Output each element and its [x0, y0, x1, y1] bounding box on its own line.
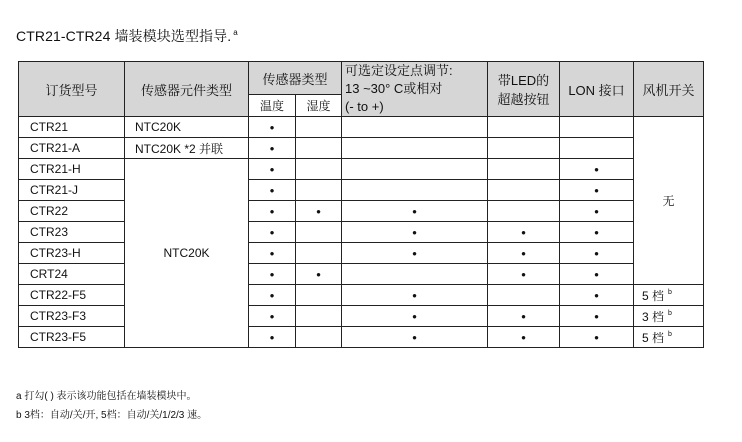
table-row: [19, 264, 704, 285]
lon-cell: •: [560, 201, 634, 222]
header-element-type: 传感器元件类型: [125, 62, 249, 117]
table-row: [19, 117, 704, 138]
header-humidity: 湿度: [296, 95, 342, 117]
header-order-code: 订货型号: [19, 62, 125, 117]
temp-cell: •: [249, 138, 296, 159]
order-code-cell: CTR23-H: [19, 243, 125, 264]
temp-cell: •: [249, 117, 296, 138]
title-footnote-mark: a: [233, 28, 238, 37]
lon-cell: •: [560, 180, 634, 201]
led-cell: •: [488, 222, 560, 243]
humidity-cell: [296, 243, 342, 264]
humidity-cell: [296, 180, 342, 201]
setpoint-cell: •: [342, 306, 488, 327]
table-row: [19, 180, 704, 201]
order-code-cell: CTR21-A: [19, 138, 125, 159]
humidity-cell: [296, 306, 342, 327]
table-row: [19, 306, 704, 327]
temp-cell: •: [249, 243, 296, 264]
led-cell: [488, 201, 560, 222]
lon-cell: •: [560, 243, 634, 264]
order-code-cell: CTR23-F5: [19, 327, 125, 348]
humidity-cell: [296, 117, 342, 138]
table-row: [19, 159, 704, 180]
table-row: [19, 201, 704, 222]
footnote-b: b 3档：自动/关/开, 5档：自动/关/1/2/3 速。: [16, 410, 208, 421]
lon-cell: [560, 138, 634, 159]
lon-cell: [560, 117, 634, 138]
table-row: [19, 243, 704, 264]
order-code-cell: CTR22-F5: [19, 285, 125, 306]
temp-cell: •: [249, 306, 296, 327]
led-cell: [488, 285, 560, 306]
fan-switch-none-cell: 无: [634, 117, 704, 285]
humidity-cell: [296, 159, 342, 180]
lon-cell: •: [560, 222, 634, 243]
order-code-cell: CTR21-J: [19, 180, 125, 201]
led-cell: [488, 138, 560, 159]
header-fan-switch: 风机开关: [634, 62, 704, 117]
temp-cell: •: [249, 180, 296, 201]
fan-switch-cell: 5 档 $^b$: [634, 327, 704, 348]
led-cell: •: [488, 264, 560, 285]
table-row: [19, 138, 704, 159]
setpoint-cell: [342, 264, 488, 285]
lon-cell: •: [560, 264, 634, 285]
element-type-cell: NTC20K: [125, 117, 249, 138]
humidity-cell: [296, 138, 342, 159]
footnote-a: a 打勾( ) 表示该功能包括在墙装模块中。: [16, 391, 197, 402]
table-row: [19, 327, 704, 348]
humidity-cell: [296, 285, 342, 306]
led-cell: [488, 117, 560, 138]
header-temperature: 温度: [249, 95, 296, 117]
setpoint-cell: •: [342, 222, 488, 243]
temp-cell: •: [249, 327, 296, 348]
header-led-override: 带LED的 超越按钮: [488, 62, 560, 117]
table-row: [19, 285, 704, 306]
fan-switch-cell: 3 档 $^b$: [634, 306, 704, 327]
temp-cell: •: [249, 159, 296, 180]
led-cell: •: [488, 327, 560, 348]
order-code-cell: CTR21-H: [19, 159, 125, 180]
humidity-cell: •: [296, 201, 342, 222]
setpoint-cell: •: [342, 327, 488, 348]
order-code-cell: CTR23: [19, 222, 125, 243]
humidity-cell: [296, 222, 342, 243]
lon-cell: •: [560, 306, 634, 327]
selection-table: [18, 61, 704, 348]
order-code-cell: CTR23-F3: [19, 306, 125, 327]
setpoint-cell: •: [342, 201, 488, 222]
temp-cell: •: [249, 201, 296, 222]
element-type-merged-cell: NTC20K: [125, 159, 249, 348]
lon-cell: •: [560, 285, 634, 306]
header-sensor-type: 传感器类型: [249, 62, 342, 95]
setpoint-cell: •: [342, 285, 488, 306]
setpoint-cell: [342, 180, 488, 201]
header-setpoint: 可选定设定点调节: 13 ~30° C或相对 (- to +): [342, 62, 488, 117]
humidity-cell: •: [296, 264, 342, 285]
order-code-cell: CTR21: [19, 117, 125, 138]
setpoint-cell: •: [342, 243, 488, 264]
table-title: CTR21-CTR24 墙装模块选型指导. $^a$: [16, 28, 238, 44]
led-cell: •: [488, 243, 560, 264]
order-code-cell: CTR22: [19, 201, 125, 222]
table-row: [19, 222, 704, 243]
header-lon: LON 接口: [560, 62, 634, 117]
led-cell: •: [488, 306, 560, 327]
order-code-cell: CRT24: [19, 264, 125, 285]
led-cell: [488, 159, 560, 180]
temp-cell: •: [249, 222, 296, 243]
fan-switch-cell: 5 档 $^b$: [634, 285, 704, 306]
setpoint-cell: [342, 159, 488, 180]
temp-cell: •: [249, 264, 296, 285]
temp-cell: •: [249, 285, 296, 306]
humidity-cell: [296, 327, 342, 348]
setpoint-cell: [342, 117, 488, 138]
led-cell: [488, 180, 560, 201]
lon-cell: •: [560, 327, 634, 348]
lon-cell: •: [560, 159, 634, 180]
element-type-cell: NTC20K *2 并联: [125, 138, 249, 159]
setpoint-cell: [342, 138, 488, 159]
